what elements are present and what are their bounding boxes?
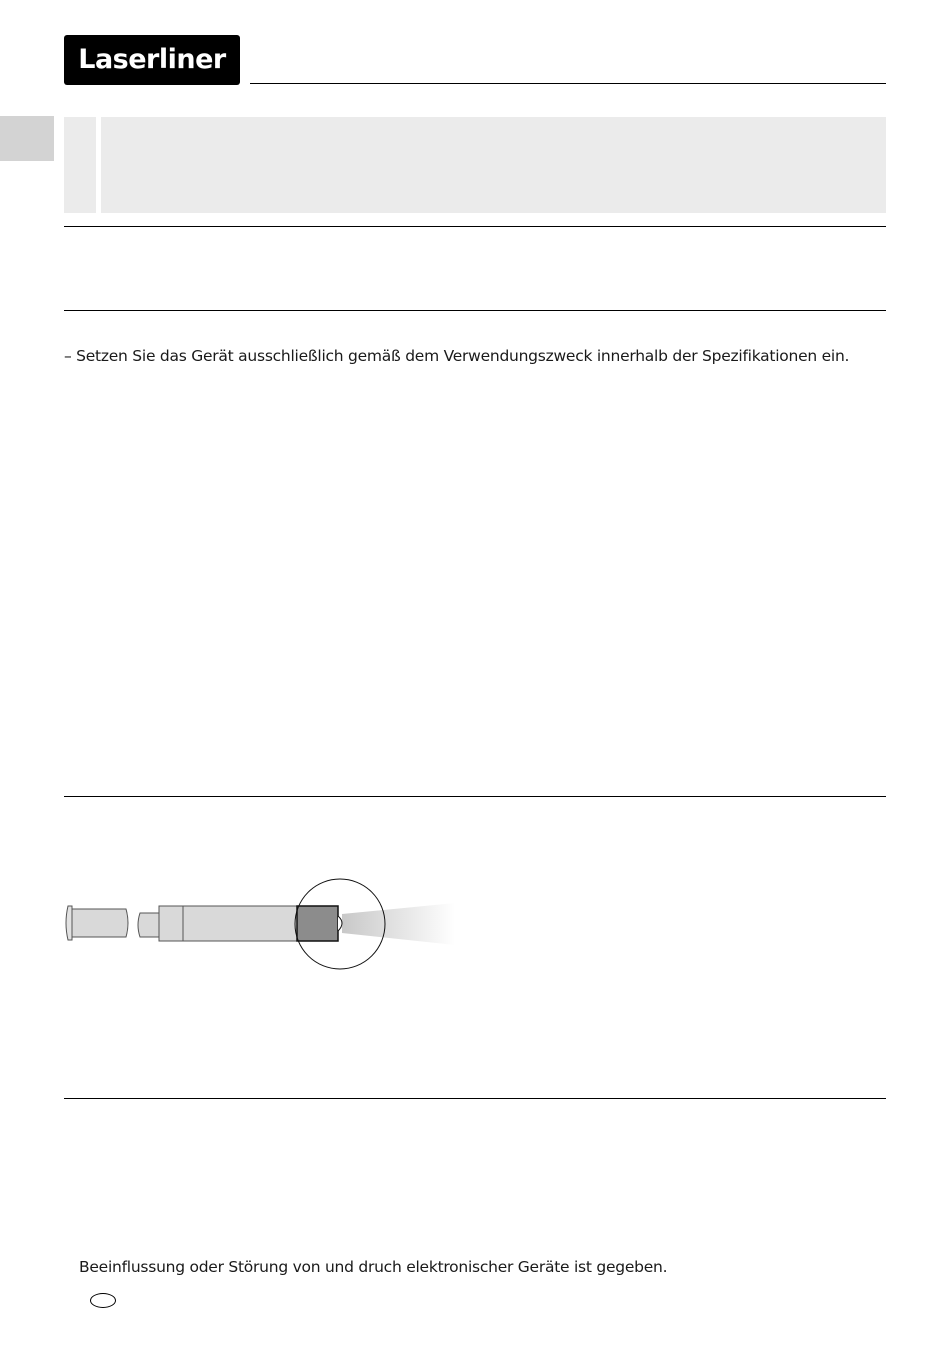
camera-lens-icon bbox=[338, 916, 342, 931]
probe-collar bbox=[159, 906, 183, 941]
section-number-box bbox=[64, 117, 96, 213]
probe-hose-segment bbox=[138, 913, 160, 937]
section-divider bbox=[64, 226, 886, 227]
light-beam bbox=[342, 903, 455, 945]
language-side-tab bbox=[0, 116, 54, 161]
probe-hose bbox=[72, 909, 128, 937]
country-code-oval bbox=[90, 1293, 116, 1308]
section-title-box bbox=[101, 117, 886, 213]
laserliner-logo: Laserliner bbox=[64, 35, 240, 85]
camera-head bbox=[297, 906, 338, 941]
section-divider bbox=[64, 796, 886, 797]
section-divider bbox=[64, 310, 886, 311]
usage-note: – Setzen Sie das Gerät ausschließlich gemäß dem Verwendungszweck innerhalb der Spezifikationen ein. bbox=[64, 347, 850, 365]
emc-note: Beeinflussung oder Störung von und druch elektronischer Geräte ist gegeben. bbox=[79, 1258, 668, 1276]
camera-probe-illustration bbox=[60, 870, 460, 980]
probe-end-flange bbox=[66, 906, 72, 940]
probe-tube bbox=[183, 906, 297, 941]
section-divider bbox=[64, 1098, 886, 1099]
header-divider bbox=[250, 83, 886, 84]
